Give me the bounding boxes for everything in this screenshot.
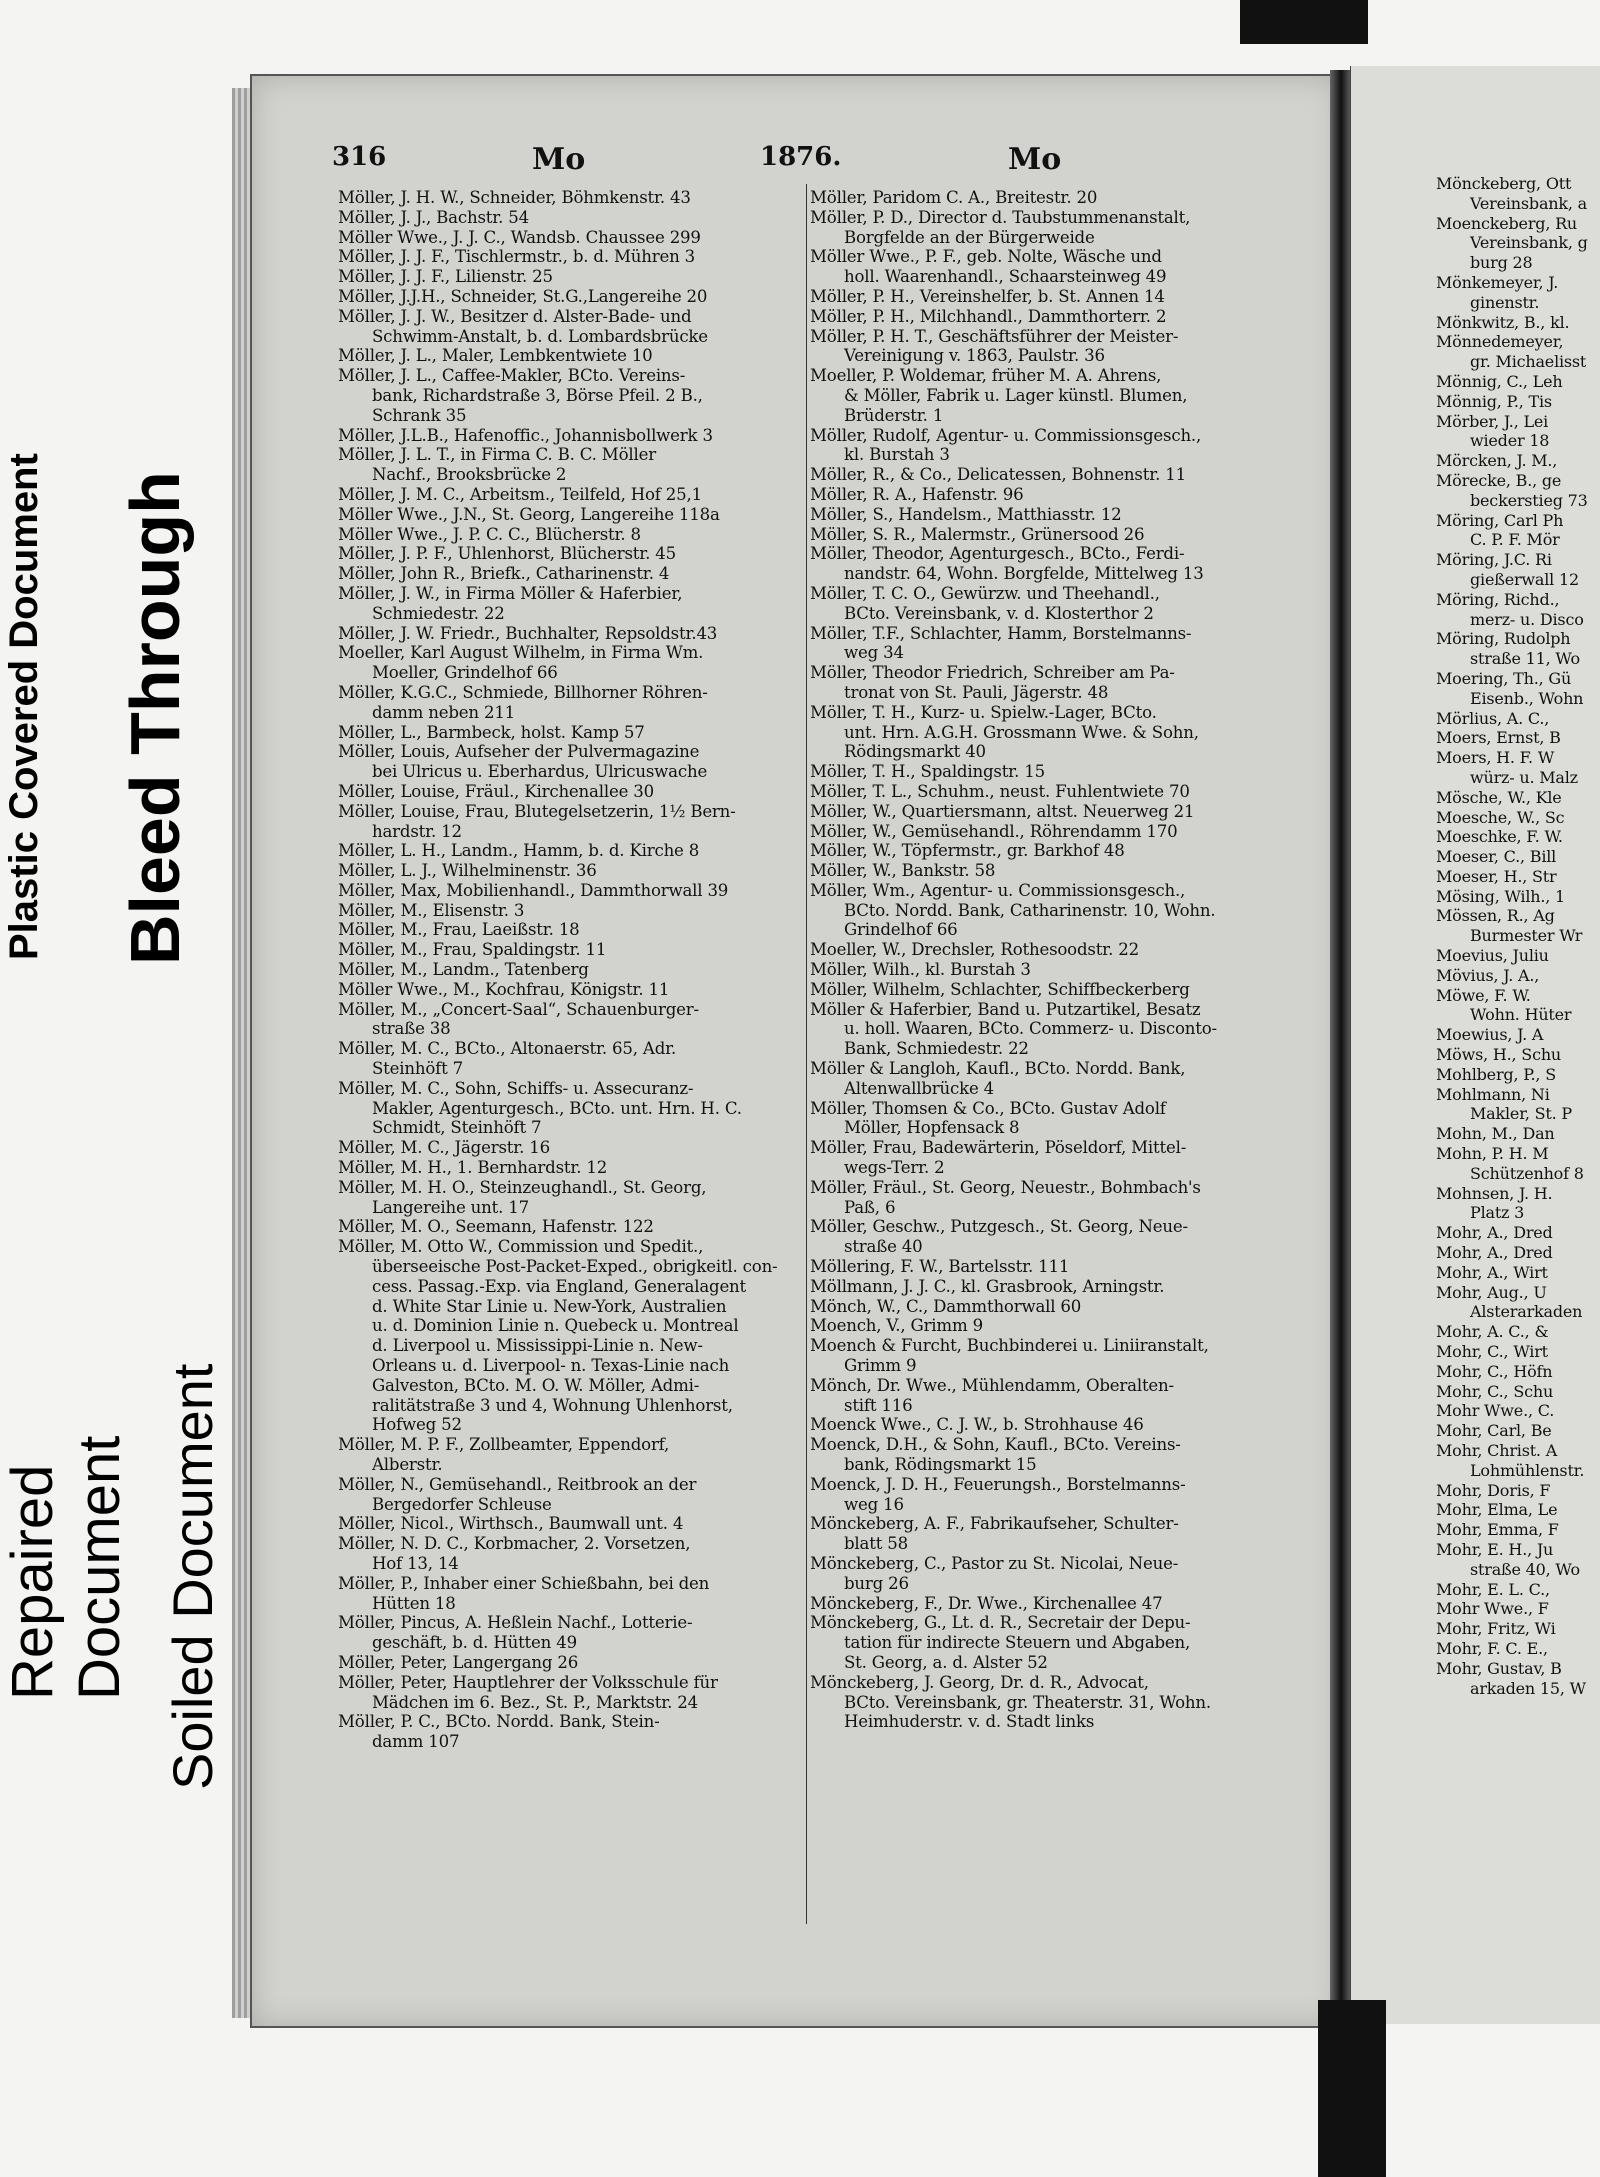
entry-continuation: Platz 3 [1470, 1203, 1525, 1223]
directory-entry: Möller, J. M. C., Arbeitsm., Teilfeld, Hof 25,1 [338, 484, 702, 504]
directory-entry: Möller, Wilhelm, Schlachter, Schiffbeckerberg [810, 979, 1190, 999]
directory-entry: Möller, M. H., 1. Bernhardstr. 12 [338, 1158, 608, 1178]
directory-entry: Moevius, Juliu [1436, 946, 1549, 966]
directory-entry: Moenck Wwe., C. J. W., b. Strohhause 46 [810, 1415, 1144, 1435]
header-keyword-right: Mo [1008, 142, 1062, 177]
directory-entry: Möller, P. H., Milchhandl., Dammthorterr. 2 [810, 306, 1167, 326]
entry-continuation: Nachf., Brooksbrücke 2 [372, 465, 567, 485]
directory-entry: Möller Wwe., J. J. C., Wandsb. Chaussee 299 [338, 227, 701, 247]
entry-continuation: hardstr. 12 [372, 821, 462, 841]
page-number: 316 [332, 142, 387, 172]
entry-continuation: Burmester Wr [1470, 926, 1583, 946]
directory-entry: Mohr Wwe., F [1436, 1599, 1549, 1619]
directory-entry: Möller, Paridom C. A., Breitestr. 20 [810, 188, 1098, 207]
header-keyword-left: Mo [532, 142, 586, 177]
directory-entry: Mohr, C., Wirt [1436, 1342, 1548, 1362]
directory-entry: Mohr, E. L. C., [1436, 1579, 1550, 1599]
entry-continuation: Schützenhof 8 [1470, 1163, 1584, 1183]
directory-entry: Moenckeberg, Ru [1436, 213, 1578, 233]
directory-entry: Möllering, F. W., Bartelsstr. 111 [810, 1257, 1070, 1277]
entry-continuation: Makler, Agenturgesch., BCto. unt. Hrn. H. C. [372, 1098, 742, 1118]
repaired-document-label [0, 1436, 133, 1700]
directory-entry: Möller, J.J.H., Schneider, St.G.,Langereihe 20 [338, 286, 708, 306]
entry-continuation: Steinhöft 7 [372, 1059, 463, 1079]
directory-entry: Möller, J.L.B., Hafenoffic., Johannisbollwerk 3 [338, 425, 713, 445]
entry-continuation: Möller, Hopfensack 8 [844, 1118, 1020, 1138]
directory-entry: Möller, Frau, Badewärterin, Pöseldorf, Mittel- [810, 1138, 1187, 1158]
entry-continuation: Grindelhof 66 [844, 920, 958, 940]
entry-continuation: ginenstr. [1470, 292, 1540, 312]
directory-entry: Möring, Rudolph [1436, 629, 1571, 649]
directory-entry: Mönkwitz, B., kl. [1436, 312, 1570, 332]
entry-continuation: u. holl. Waaren, BCto. Commerz- u. Disconto- [844, 1019, 1217, 1039]
soiled-document-label: Soiled Document [161, 1363, 224, 1790]
directory-entry: Möller, J. L., Maler, Lembkentwiete 10 [338, 346, 653, 366]
directory-entry: Mohr, Gustav, B [1436, 1658, 1562, 1678]
directory-entry: Möller, Max, Mobilienhandl., Dammthorwall 39 [338, 880, 729, 900]
entry-continuation: bank, Richardstraße 3, Börse Pfeil. 2 B., [372, 385, 703, 405]
middle-column [810, 188, 1278, 1732]
directory-entry: Moers, Ernst, B [1436, 728, 1561, 748]
directory-entry: Mönckeberg, G., Lt. d. R., Secretair der Depu- [810, 1613, 1191, 1633]
repaired-line-1: Repaired [0, 1464, 65, 1700]
entry-continuation: Galveston, BCto. M. O. W. Möller, Admi- [372, 1375, 700, 1395]
directory-entry: Möller, T. H., Kurz- u. Spielw.-Lager, BCto. [810, 702, 1157, 722]
directory-entry: Moeller, Karl August Wilhelm, in Firma Wm. [338, 643, 704, 663]
directory-entry: Moeller, P. Woldemar, früher M. A. Ahrens, [810, 366, 1162, 386]
directory-entry: Mohr, Emma, F [1436, 1520, 1559, 1540]
directory-entry: Möller, Peter, Hauptlehrer der Volksschule für [338, 1672, 718, 1692]
entry-continuation: Lohmühlenstr. [1470, 1460, 1585, 1480]
directory-entry: Möller, L., Barmbeck, holst. Kamp 57 [338, 722, 645, 742]
directory-entry: Mohr, C., Schu [1436, 1381, 1554, 1401]
entry-continuation: damm neben 211 [372, 702, 516, 722]
directory-entry: Mohr, A., Dred [1436, 1243, 1553, 1263]
directory-entry: Möller, Rudolf, Agentur- u. Commissionsgesch., [810, 425, 1202, 445]
directory-entry: Mönckeberg, C., Pastor zu St. Nicolai, Neue- [810, 1553, 1179, 1573]
directory-entry: Möller, P. H., Vereinshelfer, b. St. Annen 14 [810, 286, 1165, 306]
directory-entry: Möller, T. C. O., Gewürzw. und Theehandl., [810, 583, 1160, 603]
directory-entry: Moeller, W., Drechsler, Rothesoodstr. 22 [810, 940, 1139, 960]
entry-continuation: Schmiedestr. 22 [372, 603, 505, 623]
directory-entry: Möller, John R., Briefk., Catharinenstr. 4 [338, 564, 670, 584]
directory-entry: Mönnig, C., Leh [1436, 371, 1563, 391]
repaired-line-2: Document [66, 1435, 132, 1700]
directory-entry: Mohr, C., Höfn [1436, 1361, 1553, 1381]
entry-continuation: unt. Hrn. A.G.H. Grossmann Wwe. & Sohn, [844, 722, 1199, 742]
directory-entry: Mohr, Doris, F [1436, 1480, 1551, 1500]
directory-entry: Möller, Geschw., Putzgesch., St. Georg, Neue- [810, 1217, 1188, 1237]
directory-entry: Möller, Pincus, A. Heßlein Nachf., Lotterie- [338, 1613, 693, 1633]
directory-entry: Möller, Wm., Agentur- u. Commissionsgesch., [810, 880, 1186, 900]
directory-entry: Möller, J. L. T., in Firma C. B. C. Möller [338, 445, 656, 465]
directory-entry: Möller, M. H. O., Steinzeughandl., St. Georg, [338, 1177, 707, 1197]
directory-entry: Möller, J. J. W., Besitzer d. Alster-Bade- und [338, 306, 692, 326]
entry-continuation: würz- u. Malz [1470, 767, 1578, 787]
directory-entry: Möller, Louise, Frau, Blutegelsetzerin, 1½ Bern- [338, 801, 736, 821]
directory-entry: Möller, M., Elisenstr. 3 [338, 900, 525, 920]
directory-entry: Mohr, Fritz, Wi [1436, 1619, 1556, 1639]
directory-entry: Möller, P., Inhaber einer Schießbahn, bei den [338, 1573, 710, 1593]
directory-entry: Mönnig, P., Tis [1436, 391, 1552, 411]
scan-frame-bar-bottom [1318, 2000, 1386, 2177]
directory-entry: Möller, J. J., Bachstr. 54 [338, 207, 529, 227]
directory-entry: Möller, M. C., BCto., Altonaerstr. 65, Adr. [338, 1039, 677, 1059]
entry-continuation: burg 26 [844, 1573, 909, 1593]
book-gutter [1330, 70, 1352, 2020]
entry-continuation: Brüderstr. 1 [844, 405, 944, 425]
directory-entry: Mohr, A. C., & [1436, 1322, 1549, 1342]
directory-entry: Moeschke, F. W. [1436, 827, 1563, 847]
directory-entry: Möller, J. W. Friedr., Buchhalter, Repsoldstr.43 [338, 623, 718, 643]
directory-entry: Mövius, J. A., [1436, 965, 1540, 985]
directory-entry: Mohnsen, J. H. [1436, 1183, 1553, 1203]
directory-entry: Möller, M., Landm., Tatenberg [338, 960, 589, 980]
directory-entry: Mohr, Elma, Le [1436, 1500, 1558, 1520]
directory-entry: Möller, Theodor, Agenturgesch., BCto., Ferdi- [810, 544, 1185, 564]
bleed-through-label: Bleed Through [116, 471, 194, 965]
directory-entry: Möwe, F. W. [1436, 985, 1531, 1005]
entry-continuation: Grimm 9 [844, 1356, 917, 1376]
directory-entry: Möller & Langloh, Kaufl., BCto. Nordd. Bank, [810, 1059, 1186, 1079]
directory-entry: Mohr, Aug., U [1436, 1282, 1547, 1302]
entry-continuation: kl. Burstah 3 [844, 445, 950, 465]
directory-entry: Möller, L. J., Wilhelminenstr. 36 [338, 861, 597, 881]
entry-continuation: Borgfelde an der Bürgerweide [844, 227, 1095, 247]
page-header [332, 142, 1252, 182]
directory-entry: Möller, J. J. F., Lilienstr. 25 [338, 267, 553, 287]
directory-entry: Mönckeberg, F., Dr. Wwe., Kirchenallee 47 [810, 1593, 1163, 1613]
entry-continuation: Paß, 6 [844, 1197, 896, 1217]
entry-continuation: damm 107 [372, 1732, 460, 1752]
directory-entry: Möller, W., Bankstr. 58 [810, 861, 996, 881]
directory-entry: Moench & Furcht, Buchbinderei u. Liniiranstalt, [810, 1336, 1209, 1356]
entry-continuation: merz- u. Disco [1470, 609, 1584, 629]
directory-entry: Mönckeberg, Ott [1436, 174, 1572, 193]
entry-continuation: C. P. F. Mör [1470, 530, 1560, 550]
entry-continuation: Heimhuderstr. v. d. Stadt links [844, 1712, 1095, 1732]
directory-entry: Möller, M. C., Jägerstr. 16 [338, 1138, 551, 1158]
directory-entry: Mohr, A., Dred [1436, 1223, 1553, 1243]
directory-entry: Mönkemeyer, J. [1436, 272, 1559, 292]
entry-continuation: straße 11, Wo [1470, 649, 1580, 669]
entry-continuation: Makler, St. P [1470, 1104, 1572, 1124]
directory-entry: Mössen, R., Ag [1436, 906, 1555, 926]
directory-entry: Mohr Wwe., C. [1436, 1401, 1555, 1421]
entry-continuation: Schmidt, Steinhöft 7 [372, 1118, 542, 1138]
directory-entry: Moench, V., Grimm 9 [810, 1316, 983, 1336]
entry-continuation: bei Ulricus u. Eberhardus, Ulricuswache [372, 762, 708, 782]
directory-entry: Möller, N. D. C., Korbmacher, 2. Vorsetzen, [338, 1534, 691, 1554]
directory-entry: Moers, H. F. W [1436, 748, 1555, 768]
directory-entry: Mörcken, J. M., [1436, 451, 1558, 471]
directory-entry: Möller, P. D., Director d. Taubstummenanstalt, [810, 207, 1191, 227]
entry-continuation: tronat von St. Pauli, Jägerstr. 48 [844, 682, 1109, 702]
directory-entry: Möller, Louis, Aufseher der Pulvermagazine [338, 742, 700, 762]
entry-continuation: Vereinsbank, g [1470, 233, 1588, 253]
directory-entry: Möller, R. A., Hafenstr. 96 [810, 484, 1024, 504]
directory-entry: Möws, H., Schu [1436, 1045, 1562, 1065]
directory-entry: Möller, M. O., Seemann, Hafenstr. 122 [338, 1217, 654, 1237]
entry-continuation: stift 116 [844, 1395, 913, 1415]
directory-entry: Möller, P. C., BCto. Nordd. Bank, Stein- [338, 1712, 660, 1732]
entry-continuation: burg 28 [1470, 253, 1533, 273]
directory-entry: Mönch, W., C., Dammthorwall 60 [810, 1296, 1082, 1316]
directory-entry: Mohr, E. H., Ju [1436, 1539, 1554, 1559]
directory-entry: Mohr, A., Wirt [1436, 1262, 1548, 1282]
entry-continuation: geschäft, b. d. Hütten 49 [372, 1633, 577, 1653]
entry-continuation: weg 16 [844, 1494, 904, 1514]
directory-entry: Möller, J. J. F., Tischlermstr., b. d. Mühren 3 [338, 247, 696, 267]
entry-continuation: überseeische Post-Packet-Exped., obrigkeitl. con- [372, 1257, 778, 1277]
entry-continuation: cess. Passag.-Exp. via England, Generalagent [372, 1276, 747, 1296]
directory-entry: Mohr, F. C. E., [1436, 1638, 1548, 1658]
entry-continuation: u. d. Dominion Linie n. Quebeck u. Montreal [372, 1316, 739, 1336]
directory-entry: Möller, W., Töpfermstr., gr. Barkhof 48 [810, 841, 1125, 861]
entry-continuation: d. White Star Linie u. New-York, Australien [372, 1296, 727, 1316]
entry-continuation: Orleans u. d. Liverpool- n. Texas-Linie nach [372, 1356, 730, 1376]
entry-continuation: d. Liverpool u. Mississippi-Linie n. New- [372, 1336, 703, 1356]
directory-entry: Möring, J.C. Ri [1436, 550, 1552, 570]
entry-continuation: Vereinigung v. 1863, Paulstr. 36 [844, 346, 1105, 366]
entry-continuation: St. Georg, a. d. Alster 52 [844, 1652, 1048, 1672]
directory-entry: Mohn, M., Dan [1436, 1124, 1555, 1144]
directory-entry: Mönch, Dr. Wwe., Mühlendamm, Oberalten- [810, 1375, 1174, 1395]
facing-page-column [1436, 174, 1600, 1698]
entry-continuation: Bank, Schmiedestr. 22 [844, 1039, 1029, 1059]
directory-entry: Möller, Fräul., St. Georg, Neuestr., Bohmbach's [810, 1177, 1201, 1197]
directory-entry: Möller Wwe., P. F., geb. Nolte, Wäsche und [810, 247, 1162, 267]
directory-entry: Mönckeberg, A. F., Fabrikaufseher, Schulter- [810, 1514, 1179, 1534]
directory-entry: Mohr, Carl, Be [1436, 1421, 1552, 1441]
directory-entry: Mösing, Wilh., 1 [1436, 886, 1566, 906]
entry-continuation: bank, Rödingsmarkt 15 [844, 1455, 1037, 1474]
scan-frame-bar-top [1240, 0, 1368, 44]
entry-continuation: & Möller, Fabrik u. Lager künstl. Blumen, [844, 385, 1188, 405]
directory-entry: Moewius, J. A [1436, 1025, 1544, 1045]
directory-entry: Mörlius, A. C., [1436, 708, 1550, 728]
entry-continuation: wegs-Terr. 2 [844, 1158, 945, 1178]
directory-entry: Möller, M., Frau, Spaldingstr. 11 [338, 940, 607, 960]
directory-entry: Möller, S., Handelsm., Matthiasstr. 12 [810, 504, 1122, 524]
directory-entry: Mösche, W., Kle [1436, 787, 1562, 807]
directory-entry: Möller, M. C., Sohn, Schiffs- u. Assecuranz- [338, 1078, 694, 1098]
directory-entry: Mohlberg, P., S [1436, 1064, 1556, 1084]
entry-continuation: Moeller, Grindelhof 66 [372, 663, 558, 683]
entry-continuation: BCto. Nordd. Bank, Catharinenstr. 10, Wohn. [844, 900, 1216, 920]
directory-entry: Möller, L. H., Landm., Hamm, b. d. Kirche 8 [338, 841, 700, 861]
directory-entry: Möring, Richd., [1436, 589, 1560, 609]
directory-entry: Moesche, W., Sc [1436, 807, 1565, 827]
entry-continuation: Vereinsbank, a [1470, 193, 1587, 213]
directory-entry: Möller, S. R., Malermstr., Grünersood 26 [810, 524, 1145, 544]
directory-entry: Möller, Thomsen & Co., BCto. Gustav Adolf [810, 1098, 1166, 1118]
entry-continuation: nandstr. 64, Wohn. Borgfelde, Mittelweg 13 [844, 564, 1204, 584]
header-year: 1876. [760, 142, 842, 172]
entry-continuation: Alberstr. [372, 1455, 443, 1474]
entry-continuation: Altenwallbrücke 4 [844, 1078, 995, 1098]
directory-entry: Mörecke, B., ge [1436, 470, 1562, 490]
entry-continuation: Alsterarkaden [1470, 1302, 1583, 1322]
directory-entry: Mohr, Christ. A [1436, 1441, 1558, 1460]
entry-continuation: Mädchen im 6. Bez., St. P., Marktstr. 24 [372, 1692, 698, 1712]
directory-entry: Mörber, J., Lei [1436, 411, 1549, 431]
entry-continuation: holl. Waarenhandl., Schaarsteinweg 49 [844, 267, 1167, 287]
directory-entry: Möller, M. P. F., Zollbeamter, Eppendorf, [338, 1435, 670, 1455]
directory-entry: Möller, P. H. T., Geschäftsführer der Meister- [810, 326, 1179, 346]
directory-entry: Möller, Louise, Fräul., Kirchenallee 30 [338, 781, 654, 801]
directory-entry: Möller, M., „Concert-Saal“, Schauenburger- [338, 999, 699, 1019]
directory-entry: Möller, W., Gemüsehandl., Röhrendamm 170 [810, 821, 1178, 841]
entry-continuation: ralitätstraße 3 und 4, Wohnung Uhlenhorst, [372, 1395, 733, 1415]
directory-entry: Möller, J. L., Caffee-Makler, BCto. Vereins- [338, 366, 686, 386]
directory-entry: Möller, T. L., Schuhm., neust. Fuhlentwiete 70 [810, 781, 1190, 801]
directory-entry: Mönckeberg, J. Georg, Dr. d. R., Advocat, [810, 1672, 1149, 1692]
directory-entry: Moeser, H., Str [1436, 866, 1557, 886]
entry-continuation: Hofweg 52 [372, 1415, 462, 1435]
directory-entry: Möller, J. W., in Firma Möller & Haferbier, [338, 583, 683, 603]
directory-entry: Möller, M. Otto W., Commission und Spedit., [338, 1237, 704, 1257]
plastic-covered-label: Plastic Covered Document [2, 453, 46, 960]
entry-continuation: Rödingsmarkt 40 [844, 742, 986, 762]
directory-entry: Mohlmann, Ni [1436, 1084, 1550, 1104]
entry-continuation: arkaden 15, W [1470, 1678, 1586, 1698]
entry-continuation: Schwimm-Anstalt, b. d. Lombardsbrücke [372, 326, 708, 346]
directory-entry: Möller, Theodor Friedrich, Schreiber am Pa- [810, 663, 1175, 683]
directory-entry: Möller, Peter, Langergang 26 [338, 1652, 579, 1672]
entry-continuation: straße 40 [844, 1237, 923, 1257]
directory-entry: Möller & Haferbier, Band u. Putzartikel, Besatz [810, 999, 1201, 1019]
directory-entry: Möller, M., Frau, Laeißstr. 18 [338, 920, 580, 940]
directory-entry: Möllmann, J. J. C., kl. Grasbrook, Arningstr. [810, 1276, 1165, 1296]
directory-entry: Möller, K.G.C., Schmiede, Billhorner Röhren- [338, 682, 708, 702]
directory-entry: Möller Wwe., J. P. C. C., Blücherstr. 8 [338, 524, 641, 544]
entry-continuation: gr. Michaelisst [1470, 352, 1587, 372]
directory-entry: Mohn, P. H. M [1436, 1144, 1549, 1164]
entry-continuation: Hof 13, 14 [372, 1553, 459, 1573]
entry-continuation: BCto. Vereinsbank, v. d. Klosterthor 2 [844, 603, 1154, 623]
entry-continuation: straße 40, Wo [1470, 1559, 1580, 1579]
directory-entry: Möller, N., Gemüsehandl., Reitbrook an der [338, 1474, 697, 1494]
directory-entry: Möller, R., & Co., Delicatessen, Bohnenstr. 11 [810, 465, 1186, 485]
directory-entry: Moeser, C., Bill [1436, 847, 1557, 867]
directory-entry: Möller Wwe., M., Kochfrau, Königstr. 11 [338, 979, 670, 999]
directory-entry: Möller, Wilh., kl. Burstah 3 [810, 960, 1031, 980]
directory-entry: Moenck, D.H., & Sohn, Kaufl., BCto. Vereins- [810, 1435, 1181, 1455]
entry-continuation: weg 34 [844, 643, 904, 663]
entry-continuation: Bergedorfer Schleuse [372, 1494, 552, 1514]
entry-continuation: blatt 58 [844, 1534, 908, 1554]
entry-continuation: gießerwall 12 [1470, 569, 1579, 589]
entry-continuation: wieder 18 [1470, 431, 1550, 451]
directory-entry: Möller, T.F., Schlachter, Hamm, Borstelmanns- [810, 623, 1192, 643]
directory-entry: Möller, J. P. F., Uhlenhorst, Blücherstr. 45 [338, 544, 676, 564]
entry-continuation: Eisenb., Wohn [1470, 688, 1584, 708]
left-column [338, 188, 804, 1752]
entry-continuation: beckerstieg 73 [1470, 490, 1588, 510]
column-divider [806, 184, 807, 1924]
entry-continuation: Schrank 35 [372, 405, 467, 425]
entry-continuation: tation für indirecte Steuern und Abgaben, [844, 1633, 1191, 1653]
directory-entry: Möller, Nicol., Wirthsch., Baumwall unt. 4 [338, 1514, 684, 1534]
entry-continuation: BCto. Vereinsbank, gr. Theaterstr. 31, Wohn. [844, 1692, 1211, 1712]
entry-continuation: Hütten 18 [372, 1593, 456, 1613]
directory-entry: Moenck, J. D. H., Feuerungsh., Borstelmanns- [810, 1474, 1186, 1494]
directory-entry: Moering, Th., Gü [1436, 668, 1572, 688]
directory-entry: Möller, W., Quartiersmann, altst. Neuerweg 21 [810, 801, 1195, 821]
entry-continuation: straße 38 [372, 1019, 451, 1039]
entry-continuation: Wohn. Hüter [1470, 1005, 1572, 1025]
directory-entry: Mönnedemeyer, [1436, 332, 1564, 352]
directory-entry: Möller, J. H. W., Schneider, Böhmkenstr. 43 [338, 188, 691, 207]
entry-continuation: Langereihe unt. 17 [372, 1197, 529, 1217]
directory-entry: Möller, T. H., Spaldingstr. 15 [810, 762, 1045, 782]
directory-entry: Möring, Carl Ph [1436, 510, 1564, 530]
directory-entry: Möller Wwe., J.N., St. Georg, Langereihe 118a [338, 504, 720, 524]
